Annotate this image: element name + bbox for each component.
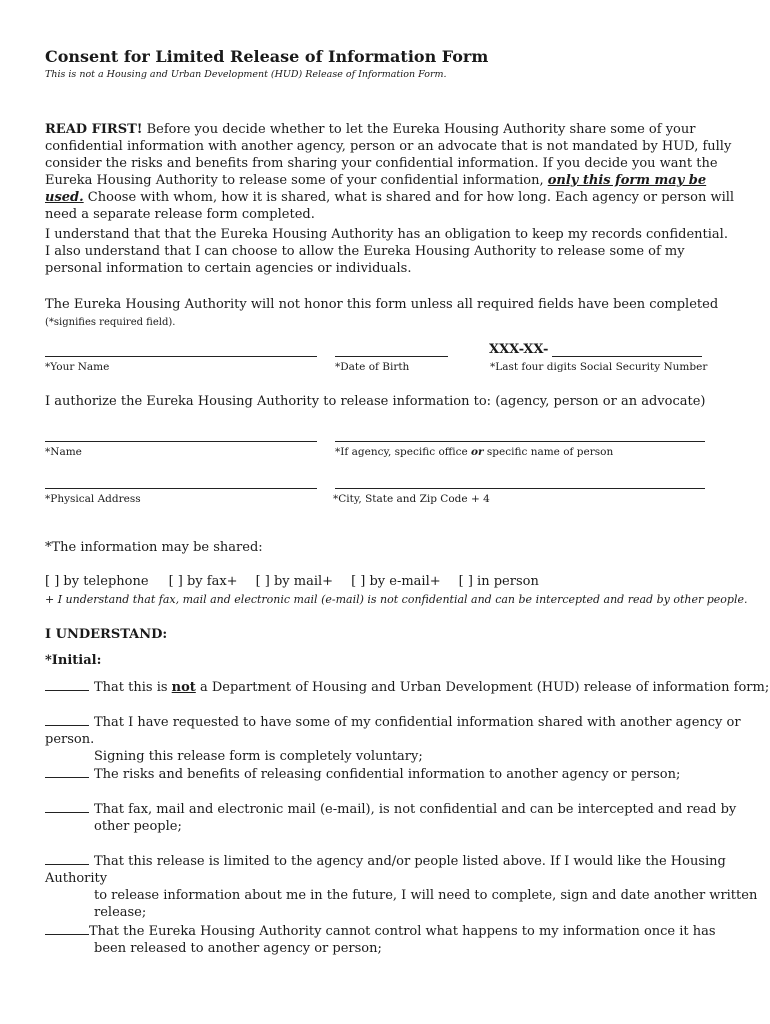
authorize-text: I authorize the Eureka Housing Authority to release information to: (agency, person or an advocate) — [45, 394, 706, 409]
item5-line2: to release information about me in the future, I will need to complete, sign and date another written release; — [94, 888, 758, 920]
city-state-zip-field[interactable] — [335, 488, 705, 489]
read-first-emphasis: only this form may be used. — [45, 173, 707, 205]
your-name-label: *Your Name — [45, 361, 110, 373]
acknowledgement-item-4 — [45, 801, 736, 835]
initial-blank-6[interactable] — [45, 934, 89, 935]
honor-text: The Eureka Housing Authority will not honor this form unless all required fields have been completed — [45, 297, 719, 312]
option-fax[interactable]: [ ] by fax+ — [168, 574, 238, 589]
honor-paragraph — [45, 296, 735, 331]
item1-pre: That this is — [94, 680, 172, 695]
item4-line1: That fax, mail and electronic mail (e-mail), is not confidential and can be intercepted and read by — [94, 802, 737, 817]
item5-line1: That this release is limited to the agency and/or people listed above. If I would like the Housing Authority — [45, 854, 726, 886]
item3-text: The risks and benefits of releasing confidential information to another agency or person; — [94, 767, 681, 782]
agency-label-part-2: specific name of person — [483, 446, 614, 458]
read-first-paragraph — [45, 121, 735, 223]
sharing-options — [45, 574, 539, 589]
sharing-note: + I understand that fax, mail and electronic mail (e-mail) is not confidential and can be intercepted and read by other people. — [45, 593, 748, 606]
physical-address-field[interactable] — [45, 488, 317, 489]
option-in-person[interactable]: [ ] in person — [458, 574, 539, 589]
initial-blank-4[interactable] — [45, 812, 89, 813]
initial-label: *Initial: — [45, 653, 102, 668]
honor-note: (*signifies required field). — [45, 317, 176, 328]
acknowledgement-item-6 — [45, 923, 716, 957]
initial-blank-2[interactable] — [45, 725, 89, 726]
ssn-prefix: XXX-XX- — [489, 342, 549, 357]
item4-line2: other people; — [94, 819, 182, 834]
understand-paragraph: I understand that that the Eureka Housing Authority has an obligation to keep my records confidential. I also understand that I can choose to allow the Eureka Housing Authority to release some of my personal information to certain agencies or individuals. — [45, 227, 728, 276]
initial-blank-3[interactable] — [45, 777, 89, 778]
read-first-label: READ FIRST! — [45, 122, 143, 137]
date-of-birth-field[interactable] — [335, 356, 448, 357]
initial-blank-5[interactable] — [45, 864, 89, 865]
city-state-zip-label: *City, State and Zip Code + 4 — [333, 493, 490, 505]
item6-line2: been released to another agency or person; — [94, 941, 382, 956]
read-first-text-1: Before you decide whether to let the Eureka Housing Authority share some of your confidential information with another agency, person or an advocate that is not mandated by HUD, fully consider the risks and benefits from sharing your confidential information. If you decide you want the Eureka Housing Authority to release some of your confidential information, — [45, 122, 732, 188]
acknowledgement-item-3 — [45, 766, 680, 783]
agency-label-part-1: *If agency, specific office — [335, 446, 472, 458]
item1-post: a Department of Housing and Urban Development (HUD) release of information form; — [195, 680, 770, 695]
sharing-heading: *The information may be shared: — [45, 540, 263, 555]
option-email[interactable]: [ ] by e-mail+ — [351, 574, 441, 589]
understand-heading: I UNDERSTAND: — [45, 627, 168, 642]
recipient-name-label: *Name — [45, 446, 82, 458]
option-telephone[interactable]: [ ] by telephone — [45, 574, 149, 589]
acknowledgement-item-1 — [45, 679, 769, 696]
date-of-birth-label: *Date of Birth — [335, 361, 410, 373]
agency-label-or: or — [471, 446, 484, 458]
item6-line1: That the Eureka Housing Authority cannot control what happens to my information once it has — [89, 924, 716, 939]
read-first-text-2: Choose with whom, how it is shared, what is shared and for how long. Each agency or person will need a separate release form completed. — [45, 190, 735, 222]
recipient-office-label — [335, 446, 613, 458]
ssn-last-four-field[interactable] — [552, 356, 702, 357]
physical-address-label: *Physical Address — [45, 493, 141, 505]
item2-line1: That I have requested to have some of my confidential information shared with another agency or person. — [45, 715, 741, 747]
form-title: Consent for Limited Release of Information Form — [45, 47, 489, 66]
your-name-field[interactable] — [45, 356, 317, 357]
recipient-name-field[interactable] — [45, 441, 317, 442]
ssn-label: *Last four digits Social Security Number — [490, 361, 708, 373]
form-subtitle: This is not a Housing and Urban Development (HUD) Release of Information Form. — [45, 69, 447, 80]
acknowledgement-item-5 — [45, 853, 770, 921]
item1-not: not — [171, 680, 196, 695]
item2-line2: Signing this release form is completely voluntary; — [94, 749, 423, 764]
option-mail[interactable]: [ ] by mail+ — [255, 574, 334, 589]
acknowledgement-item-2 — [45, 714, 770, 765]
initial-blank-1[interactable] — [45, 690, 89, 691]
recipient-office-field[interactable] — [335, 441, 705, 442]
